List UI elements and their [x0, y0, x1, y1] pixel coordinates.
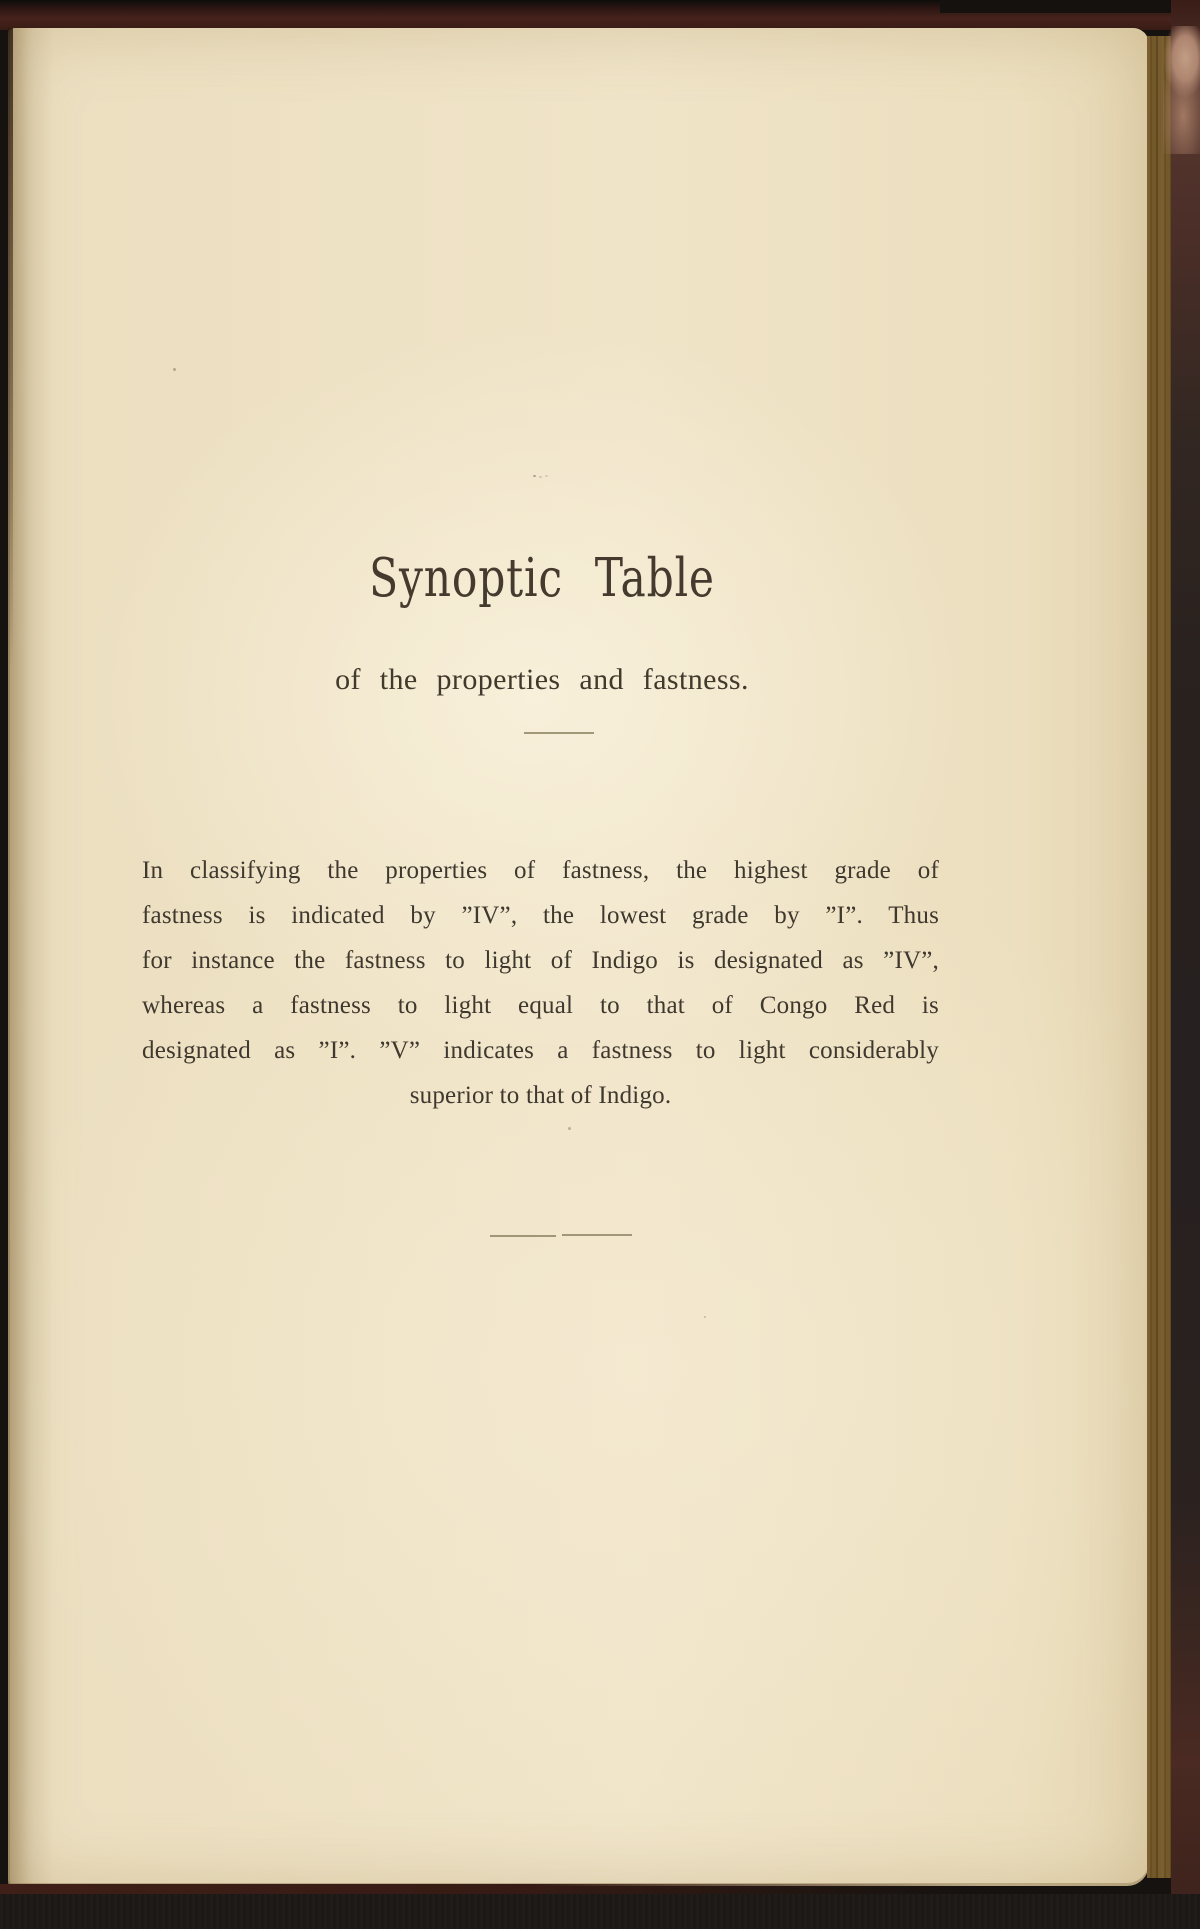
- page-subtitle: of the properties and fastness.: [335, 663, 749, 696]
- paper-speck: [704, 1316, 706, 1318]
- paper-speck: [568, 1127, 571, 1130]
- paragraph-line: designated as ”I”. ”V” indicates a fastness to light considerably: [142, 1037, 939, 1064]
- page-left-edge-shadow: [8, 28, 13, 668]
- body-paragraph: [142, 848, 939, 1118]
- paragraph-line: whereas a fastness to light equal to that of Congo Red is: [142, 992, 939, 1019]
- book-cover-right-edge: [1171, 0, 1200, 1929]
- paper-page: [8, 28, 1149, 1886]
- divider-rule-top: [524, 732, 594, 734]
- paragraph-line: In classifying the properties of fastness, the highest grade of: [142, 857, 939, 884]
- worn-cover-corner: [1163, 26, 1200, 154]
- book-cloth-top-right: [940, 0, 1200, 13]
- paragraph-line-last: superior to that of Indigo.: [409, 1082, 672, 1109]
- paragraph-line: fastness is indicated by ”IV”, the lowest grade by ”I”. Thus: [142, 902, 939, 929]
- book-cloth-bottom: [0, 1894, 1200, 1929]
- gutter-shadow: [8, 28, 54, 1886]
- divider-rule-bottom-right-segment: [562, 1234, 632, 1236]
- page-title: Synoptic Table: [369, 548, 715, 609]
- paper-speck: [533, 475, 536, 477]
- paper-speck: [173, 368, 176, 371]
- divider-rule-bottom-left-segment: [490, 1235, 556, 1237]
- book-pages-edge: [1147, 36, 1172, 1878]
- paragraph-line: for instance the fastness to light of Indigo is designated as ”IV”,: [142, 947, 939, 974]
- page-content: [138, 28, 946, 1886]
